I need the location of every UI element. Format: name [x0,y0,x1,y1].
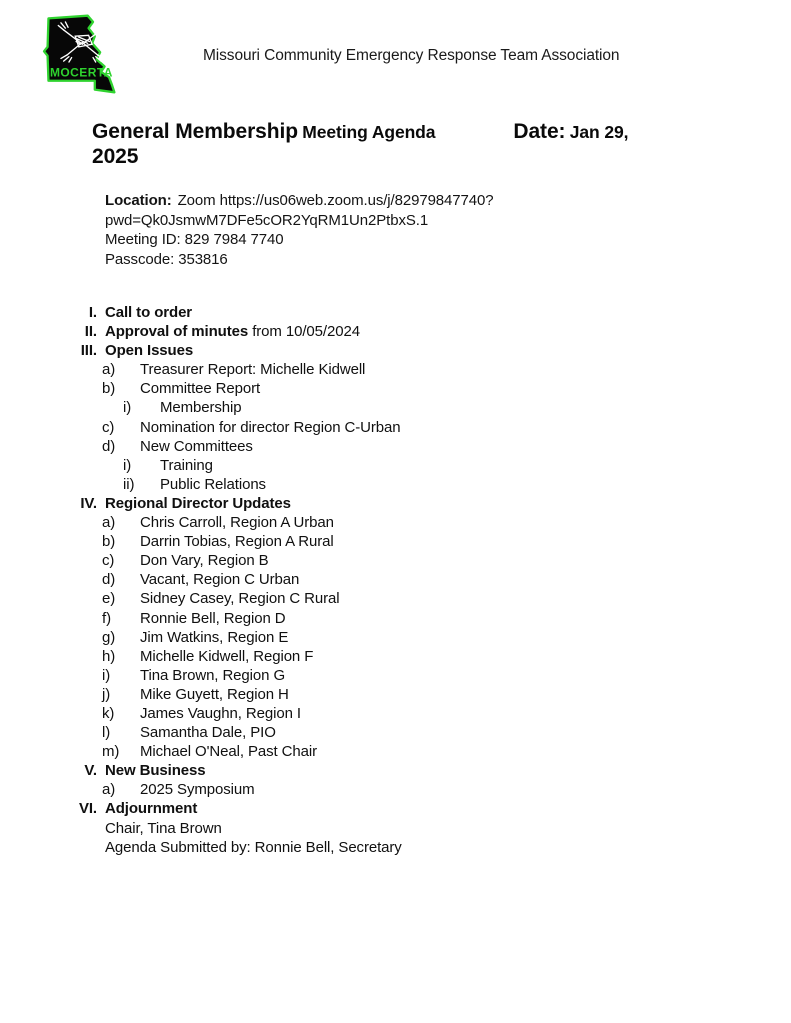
agenda-item-text: Mike Guyett, Region H [140,685,289,703]
agenda-item [0,437,760,456]
agenda-item [0,532,760,551]
agenda-item-text: Treasurer Report: Michelle Kidwell [140,361,366,379]
agenda-item-text: Public Relations [160,475,266,493]
agenda-item-text: Ronnie Bell, Region D [140,609,286,627]
agenda-item-text: Chair, Tina Brown [105,819,222,837]
agenda-item [0,513,760,532]
agenda-item-marker: c) [102,418,115,436]
agenda-item-heading: Adjournment [105,800,198,818]
agenda-item [0,647,760,666]
agenda-item-marker: d) [102,571,116,589]
agenda-item [0,799,760,818]
agenda-item [0,761,760,780]
agenda-item-text: Nomination for director Region C-Urban [140,418,401,436]
agenda-item-text: from 10/05/2024 [248,323,360,341]
agenda-item [0,589,760,608]
agenda-item-text: Tina Brown, Region G [140,666,286,684]
agenda-item-marker: c) [102,552,115,570]
agenda-item [0,341,760,360]
agenda-item [0,704,760,723]
agenda-item [0,418,760,437]
agenda-item-marker: l) [102,724,111,742]
agenda-item-heading: Call to order [105,304,193,321]
agenda-item [0,685,760,704]
location-label: Location: [105,192,172,209]
agenda-item [0,780,760,799]
title-main: General Membership [92,120,298,143]
agenda-item [0,360,760,379]
location-block [105,191,565,269]
zoom-meeting-link-wrap[interactable]: pwd=Qk0JsmwM7DFe5cOR2YqRM1Un2PtbxS.1 [105,211,429,229]
agenda-item [0,456,760,475]
meeting-id: Meeting ID: 829 7984 7740 [105,231,284,248]
agenda-item-marker: V. [84,762,97,780]
agenda-item-marker: j) [102,685,111,703]
agenda-item-marker: a) [102,781,116,799]
org-name: Missouri Community Emergency Response Team Association [203,47,620,64]
agenda-item [0,475,760,494]
agenda-item-text: Vacant, Region C Urban [140,571,300,589]
agenda-item [0,322,760,341]
agenda-item-marker: d) [102,437,116,455]
agenda-item-marker: i) [123,399,132,417]
title-year: 2025 [92,145,139,168]
agenda-item-marker: k) [102,704,115,722]
agenda-item-text: New Committees [140,437,253,455]
agenda-item [0,628,760,647]
agenda-item-marker: b) [102,380,116,398]
agenda-item-text: 2025 Symposium [140,781,255,799]
agenda-item-text: Training [160,456,213,474]
agenda-item-text: Samantha Dale, PIO [140,724,276,742]
agenda-list [0,303,760,857]
agenda-item [0,494,760,513]
mocerta-logo [36,9,134,99]
title-line-1 [92,120,752,145]
passcode: Passcode: 353816 [105,250,228,268]
agenda-item-text: Committee Report [140,380,261,398]
agenda-item [0,723,760,742]
location-line [105,191,565,211]
agenda-item-text: Chris Carroll, Region A Urban [140,514,334,532]
agenda-item [0,398,760,417]
title-line-2 [92,145,752,170]
agenda-item [0,742,760,761]
title-subtitle: Meeting Agenda [302,122,436,142]
agenda-item [0,570,760,589]
agenda-item-marker: III. [80,342,97,360]
agenda-item-marker: i) [123,456,132,474]
agenda-item-text: Michelle Kidwell, Region F [140,647,314,665]
agenda-item-heading: Approval of minutes [105,323,249,341]
agenda-item [0,838,760,857]
agenda-item-marker: f) [102,609,111,627]
agenda-item [0,666,760,685]
agenda-item-marker: VI. [78,800,97,818]
agenda-item-marker: a) [102,514,116,532]
agenda-item-text: Darrin Tobias, Region A Rural [140,533,334,551]
agenda-item-marker: i) [102,666,111,684]
agenda-item-text: Jim Watkins, Region E [140,628,289,646]
agenda-title [92,120,752,170]
agenda-item-heading: Open Issues [105,342,194,360]
agenda-item-marker: II. [84,323,97,341]
agenda-item-text: Sidney Casey, Region C Rural [140,590,340,608]
agenda-item-text: Agenda Submitted by: Ronnie Bell, Secretary [105,838,402,856]
date-value: Jan 29, [569,122,629,142]
agenda-item [0,609,760,628]
agenda-item-text: Membership [160,399,242,417]
agenda-item [0,379,760,398]
agenda-item-text: James Vaughn, Region I [140,704,301,722]
agenda-item-text: Michael O'Neal, Past Chair [140,743,317,761]
zoom-meeting-link[interactable]: Zoom https://us06web.zoom.us/j/82979847740? [177,192,494,209]
agenda-item [0,303,760,322]
agenda-item-marker: I. [88,304,97,321]
agenda-item-marker: m) [102,743,120,761]
agenda-item-heading: Regional Director Updates [105,494,291,512]
agenda-item-marker: ii) [123,475,135,493]
agenda-item-marker: IV. [80,494,97,512]
agenda-item-marker: e) [102,590,116,608]
agenda-item-text: Don Vary, Region B [140,552,269,570]
agenda-item [0,551,760,570]
agenda-item-marker: a) [102,361,116,379]
agenda-item-marker: h) [102,647,116,665]
agenda-item-marker: b) [102,533,116,551]
agenda-item-heading: New Business [105,762,206,780]
agenda-item [0,819,760,838]
agenda-item-marker: g) [102,628,116,646]
logo-wordmark: MOCERTA [49,65,113,80]
date-label: Date: [513,120,566,143]
